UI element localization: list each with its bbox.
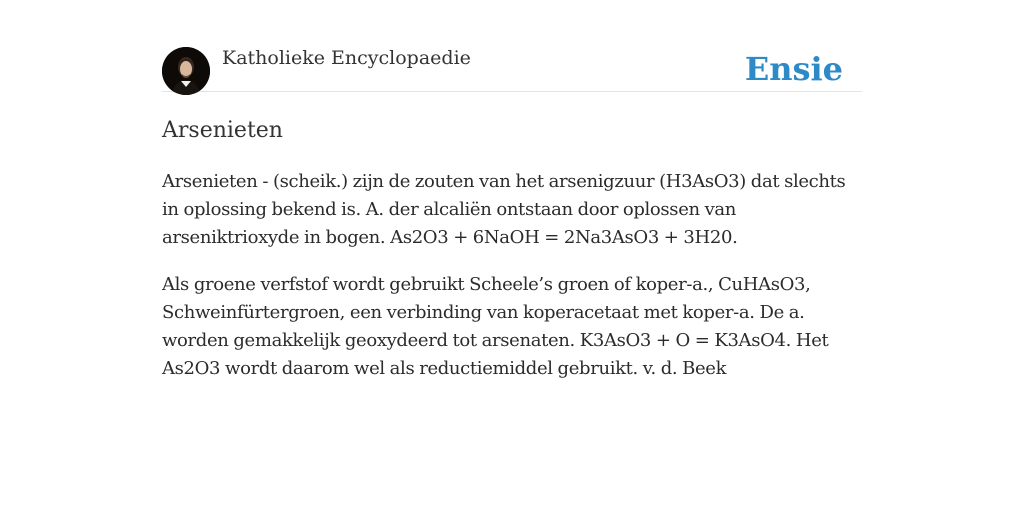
article-title: Arsenieten — [162, 118, 283, 143]
brand-logo[interactable]: Ensie — [744, 50, 843, 88]
source-avatar[interactable] — [162, 47, 210, 95]
header — [162, 0, 862, 92]
article-paragraph: Arsenieten - (scheik.) zijn de zouten van het arsenigzuur (H3AsO3) dat slechts in oplossing bekend is. A. der alcaliën ontstaan door oplossen van arseniktrioxyde in bogen. As2O3 + 6NaOH = 2Na3AsO3 + 3H20. — [162, 171, 846, 248]
portrait-icon — [162, 47, 210, 95]
page-container — [162, 0, 862, 379]
source-title[interactable]: Katholieke Encyclopaedie — [222, 47, 471, 69]
article-paragraph: Als groene verfstof wordt gebruikt Scheele’s groen of koper-a., CuHAsO3, Schweinfürtergroen, een verbinding van koperacetaat met koper-a. De a. worden gemakkelijk geoxydeerd tot arsenaten. K3AsO3 + O = K3AsO4. Het As2O3 wordt daarom wel als reductiemiddel gebruikt. v. d. Beek — [162, 274, 829, 379]
article-body — [162, 168, 862, 402]
